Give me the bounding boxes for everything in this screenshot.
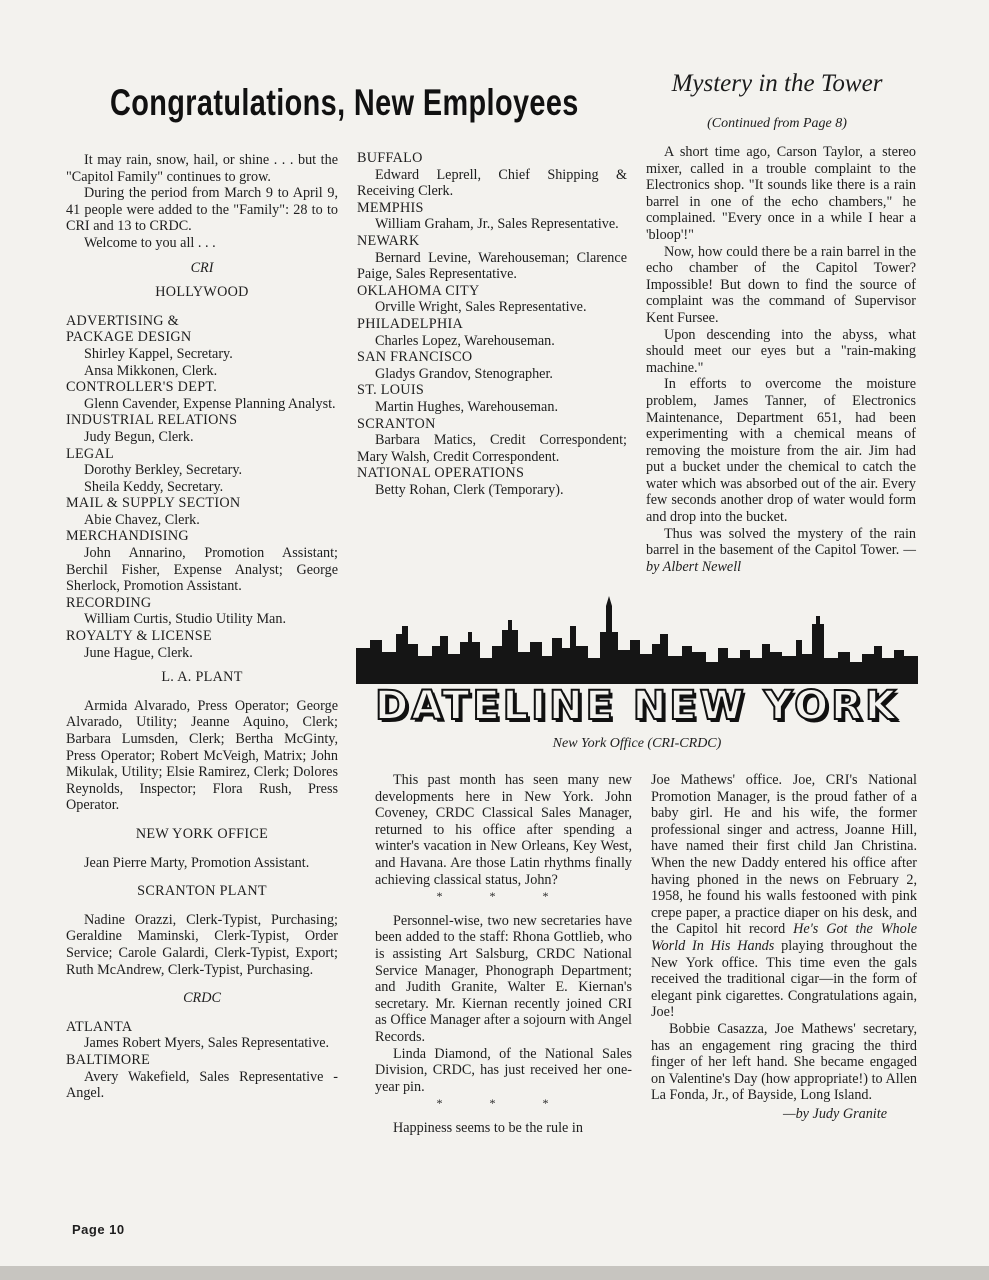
intro-paragraph: During the period from March 9 to April 9, 41 people were added to the "Family": 28 to to CRI and 13 to CRDC. bbox=[66, 185, 338, 235]
branch-heading: ATLANTA bbox=[66, 1018, 133, 1035]
employee-entry: Abie Chavez, Clerk. bbox=[84, 511, 200, 528]
dept-heading: ADVERTISING & PACKAGE DESIGN bbox=[66, 312, 192, 346]
mystery-paragraph: In efforts to overcome the moisture problem, James Tanner, of Electronics Maintenance, Department 651, had been experimenting with a chemical means of removing the moisture from the air. Jim had put a bucket under the chemical to catch the water which was absorbed out of the air. Every few seconds another drop of water would form and drop into the bucket. bbox=[646, 376, 916, 526]
branch-heading: NATIONAL OPERATIONS bbox=[357, 465, 525, 482]
section-separator: * * * bbox=[436, 889, 571, 904]
branch-heading: SCRANTON bbox=[357, 415, 436, 432]
city-skyline-graphic bbox=[356, 596, 918, 684]
page-edge bbox=[0, 1266, 989, 1280]
mystery-article bbox=[646, 144, 916, 575]
branch-heading: OKLAHOMA CITY bbox=[357, 282, 480, 299]
branch-heading: NEWARK bbox=[357, 232, 420, 249]
employee-entry: James Robert Myers, Sales Representative. bbox=[84, 1035, 330, 1052]
branch-heading: BUFFALO bbox=[357, 150, 423, 166]
dept-heading: LEGAL bbox=[66, 445, 114, 462]
dateline-column-left bbox=[375, 772, 632, 1136]
dateline-byline: —by Judy Granite bbox=[782, 1105, 887, 1122]
mystery-paragraph bbox=[646, 526, 916, 576]
section-separator: * * * bbox=[436, 1096, 571, 1111]
section-label-crdc: CRDC bbox=[183, 990, 221, 1007]
employee-entry: William Graham, Jr., Sales Representative. bbox=[375, 216, 619, 233]
dateline-subtitle: New York Office (CRI-CRDC) bbox=[552, 736, 722, 751]
employee-entry: John Annarino, Promotion Assistant; Berchil Fisher, Expense Analyst; George Sherlock, Promotion Assistant. bbox=[66, 545, 338, 595]
intro-paragraph: It may rain, snow, hail, or shine . . . but the "Capitol Family" continues to grow. bbox=[66, 152, 338, 185]
mystery-closing: Thus was solved the mystery of the rain barrel in the basement of the Capitol Tower. bbox=[646, 525, 916, 559]
dateline-banner: DATELINE NEW YORK bbox=[375, 683, 899, 729]
branch-heading: MEMPHIS bbox=[357, 199, 424, 216]
mystery-paragraph: Upon descending into the abyss, what should meet our eyes but a "rain-making machine." bbox=[646, 326, 916, 376]
dept-heading: INDUSTRIAL RELATIONS bbox=[66, 412, 238, 429]
mystery-paragraph: Now, how could there be a rain barrel in the echo chamber of the Capitol Tower? Impossible! But down to find the source of complaint was the command of Supervisor Kent Fursee. bbox=[646, 243, 916, 326]
employee-entry: Gladys Grandov, Stenographer. bbox=[375, 365, 553, 382]
employee-entry: Martin Hughes, Warehouseman. bbox=[375, 398, 558, 415]
dateline-paragraph: This past month has seen many new developments here in New York. John Coveney, CRDC Classical Sales Manager, returned to his office after spending a winter's vacation in New Orleans, Key West, and Havana. Are those Latin rhythms finally achieving classical status, John? bbox=[375, 772, 632, 888]
employee-entry: Betty Rohan, Clerk (Temporary). bbox=[375, 481, 564, 498]
record-title: He's Got the Whole World In His Hands bbox=[651, 921, 917, 954]
dateline-paragraph: Linda Diamond, of the National Sales Division, CRDC, has just received her one-year pin. bbox=[375, 1045, 632, 1095]
intro-paragraph: Welcome to you all . . . bbox=[84, 234, 216, 251]
employee-entry: Judy Begun, Clerk. bbox=[84, 428, 194, 445]
location-heading: NEW YORK OFFICE bbox=[135, 825, 269, 842]
dateline-text: Joe Mathews' office. Joe, CRI's National Promotion Manager, is the proud father of a baby girl. He and his wife, the former professional singer and actress, Joanne Hill, have named their first child Jan Christina. When the new Daddy entered his office after having phoned in the news on February 2, 1958, he found his walls festooned with pink crepe paper, a practice diaper on his desk, and the Capitol hit record bbox=[651, 772, 917, 938]
employee-entry: Sheila Keddy, Secretary. bbox=[84, 478, 224, 495]
column-employees-cri bbox=[66, 152, 338, 1102]
mystery-continued: (Continued from Page 8) bbox=[707, 116, 847, 131]
branch-heading: ST. LOUIS bbox=[357, 382, 425, 399]
column-crdc-branches bbox=[357, 150, 627, 498]
employee-entry: Shirley Kappel, Secretary. bbox=[84, 345, 233, 362]
dept-heading: RECORDING bbox=[66, 594, 152, 611]
dept-heading: ROYALTY & LICENSE bbox=[66, 628, 212, 645]
employee-entry: Orville Wright, Sales Representative. bbox=[375, 299, 587, 316]
employee-entry: Dorothy Berkley, Secretary. bbox=[84, 462, 243, 479]
mystery-title: Mystery in the Tower bbox=[671, 70, 883, 97]
dateline-paragraph: Personnel-wise, two new secretaries have been added to the staff: Rhona Gottlieb, who is assisting Art Salsburg, CRDC National Service Manager, Phonograph Department; and Judith Granite, Walter E. Kiernan's secretary. Mr. Kiernan recently joined CRI as Office Manager after a sojourn with Angel Records. bbox=[375, 912, 632, 1045]
dept-heading: CONTROLLER'S DEPT. bbox=[66, 379, 218, 396]
location-heading: SCRANTON PLANT bbox=[137, 883, 267, 900]
employee-entry: Armida Alvarado, Press Operator; George Alvarado, Utility; Jeanne Aquino, Clerk; Barbara Lumsden, Clerk; Bertha McGinty, Press Operator; Robert McVeigh, Matrix; John Mikulak, Utility; Elsie Ramirez, Clerk; Dolores Reynolds, Inspector; Flora Rush, Press Operator. bbox=[66, 697, 338, 814]
location-heading: L. A. PLANT bbox=[161, 669, 243, 686]
employee-entry: Jean Pierre Marty, Promotion Assistant. bbox=[84, 854, 310, 871]
branch-heading: BALTIMORE bbox=[66, 1051, 151, 1068]
employee-entry: Charles Lopez, Warehouseman. bbox=[375, 332, 555, 349]
headline: Congratulations, New Employees bbox=[110, 82, 579, 123]
employee-entry: Ansa Mikkonen, Clerk. bbox=[84, 362, 218, 379]
branch-heading: PHILADELPHIA bbox=[357, 315, 464, 332]
section-label-cri: CRI bbox=[190, 259, 214, 276]
mystery-paragraph: A short time ago, Carson Taylor, a stereo mixer, called in a trouble complaint to the Electronics shop. "It sounds like there is a rain barrel in one of the echo chambers," he complained. "Every once in a while I hear a 'bloop'!" bbox=[646, 144, 916, 243]
dept-heading: MAIL & SUPPLY SECTION bbox=[66, 495, 241, 512]
employee-entry: Glenn Cavender, Expense Planning Analyst. bbox=[84, 395, 336, 412]
branch-heading: SAN FRANCISCO bbox=[357, 349, 473, 366]
dept-heading: MERCHANDISING bbox=[66, 528, 189, 545]
employee-entry: Bernard Levine, Warehouseman; Clarence Paige, Sales Representative. bbox=[357, 249, 627, 283]
employee-entry: Avery Wakefield, Sales Representative - Angel. bbox=[66, 1068, 338, 1102]
employee-entry: William Curtis, Studio Utility Man. bbox=[84, 611, 286, 628]
employee-entry: June Hague, Clerk. bbox=[84, 644, 193, 661]
dateline-text: playing throughout the New York office. This time even the gals received the traditional cigar—in the form of elegant pink cigarettes. Congratulations again, Joe! bbox=[651, 937, 918, 1021]
location-heading: HOLLYWOOD bbox=[155, 284, 249, 301]
dateline-paragraph: Happiness seems to be the rule in bbox=[393, 1119, 583, 1136]
dateline-column-right bbox=[651, 772, 917, 1122]
employee-entry: Edward Leprell, Chief Shipping & Receiving Clerk. bbox=[357, 166, 627, 200]
page-number: Page 10 bbox=[72, 1222, 125, 1237]
employee-entry: Nadine Orazzi, Clerk-Typist, Purchasing; Geraldine Maminski, Clerk-Typist, Order Service; Carole Galardi, Clerk-Typist, Export; Ruth McAndrew, Clerk-Typist, Purchasing. bbox=[66, 911, 338, 978]
dateline-paragraph: Bobbie Casazza, Joe Mathews' secretary, has an engagement ring gracing the third finger of her left hand. She became engaged on Valentine's Day (how appropriate!) to Allen La Fonda, Jr., of Bayside, Long Island. bbox=[651, 1020, 917, 1104]
employee-entry: Barbara Matics, Credit Correspondent; Mary Walsh, Credit Correspondent. bbox=[357, 432, 627, 465]
mystery-byline: —by Albert Newell bbox=[646, 542, 916, 575]
dateline-paragraph bbox=[651, 772, 917, 1021]
